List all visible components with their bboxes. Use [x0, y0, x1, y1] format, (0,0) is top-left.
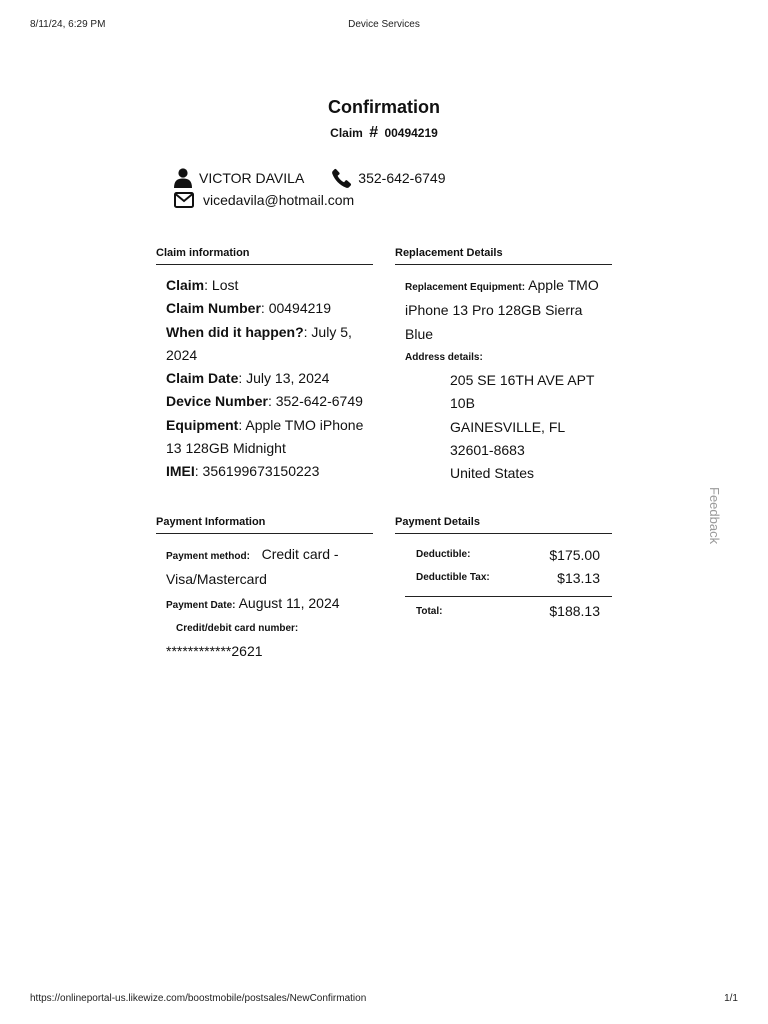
payment-date-value: August 11, 2024 [238, 594, 340, 611]
claim-type-label: Claim [166, 277, 205, 293]
payment-details-title: Payment Details [395, 516, 612, 534]
payment-date-row [166, 592, 373, 617]
deductible-row [395, 543, 612, 566]
deductible-tax-label: Deductible Tax: [416, 572, 490, 583]
equipment-value: : Apple TMO iPhone 13 128GB Midnight [166, 416, 364, 457]
print-page-number: 1/1 [724, 993, 738, 1004]
payment-date-label: Payment Date: [166, 599, 236, 611]
claim-date-row [166, 367, 373, 390]
claim-number-value: : 00494219 [260, 300, 331, 317]
incident-date-row [166, 321, 373, 368]
imei-value: : 356199673150223 [194, 463, 320, 480]
claim-date-label: Claim Date [166, 370, 239, 387]
person-icon [174, 168, 192, 188]
incident-date-label: When did it happen? [166, 323, 304, 340]
total-label: Total: [416, 605, 443, 617]
replacement-details-title: Replacement Details [395, 247, 612, 265]
claim-label: Claim [330, 126, 363, 140]
equipment-label: Equipment [166, 416, 239, 433]
claim-type-row [166, 274, 373, 297]
mail-icon [174, 192, 194, 208]
address-details-label: Address details: [405, 351, 483, 363]
address-block [405, 369, 612, 485]
address-country: United States [450, 465, 535, 482]
imei-label: IMEI [166, 463, 195, 480]
payment-details-table [395, 534, 612, 625]
print-footer [0, 993, 768, 1007]
imei-row [166, 460, 373, 483]
print-header [0, 19, 768, 33]
print-datetime: 8/11/24, 6:29 PM [30, 19, 106, 30]
deductible-label: Deductible: [416, 549, 471, 560]
claim-information-body [156, 265, 373, 484]
total-row [395, 597, 612, 625]
payment-information-body [156, 534, 373, 663]
device-number-label: Device Number [166, 393, 268, 410]
payment-information-section [156, 516, 373, 663]
print-page-title: Device Services [348, 19, 420, 30]
contact-email-row [174, 192, 354, 208]
feedback-tab[interactable] [704, 487, 724, 557]
payment-details-section [395, 516, 612, 625]
address-line-1: 205 SE 16TH AVE APT 10B [450, 372, 595, 412]
contact-name: VICTOR DAVILA [199, 170, 305, 186]
contact-email: vicedavila@hotmail.com [203, 192, 355, 208]
deductible-tax-value: $13.13 [557, 569, 600, 586]
payment-method-label: Payment method: [166, 551, 250, 562]
device-number-row [166, 390, 373, 413]
card-number-label: Credit/debit card number: [176, 622, 299, 634]
deductible-value: $175.00 [549, 546, 600, 563]
payment-method-row [166, 543, 373, 592]
replacement-equipment-row [405, 274, 612, 346]
claim-number-label: Claim Number [166, 300, 261, 317]
replacement-details-section [395, 247, 612, 486]
claim-information-section [156, 247, 373, 484]
device-number-value: : 352-642-6749 [267, 393, 363, 410]
phone-icon [332, 168, 352, 188]
print-url: https://onlineportal-us.likewize.com/boostmobile/postsales/NewConfirmation [30, 993, 367, 1004]
total-value: $188.13 [549, 603, 600, 619]
card-number-value: ************2621 [166, 643, 263, 660]
payment-information-title: Payment Information [156, 516, 373, 534]
address-line-2: GAINESVILLE, FL 32601-8683 [450, 418, 565, 459]
contact-phone: 352-642-6749 [358, 170, 446, 186]
claim-number: 00494219 [384, 126, 438, 140]
deductible-tax-row [395, 566, 612, 589]
contact-name-phone-row [174, 168, 445, 188]
page-title: Confirmation [328, 97, 440, 117]
replacement-equipment-label: Replacement Equipment: [405, 282, 526, 293]
payment-method-value: Credit card - Visa/Mastercard [166, 546, 339, 588]
claim-information-title: Claim information [156, 247, 373, 265]
hash-symbol: # [369, 124, 379, 141]
equipment-row [166, 414, 373, 461]
claim-date-value: : July 13, 2024 [238, 370, 330, 387]
claim-number-row [166, 297, 373, 320]
incident-date-value: : July 5, 2024 [166, 323, 352, 363]
claim-number-line [0, 124, 768, 142]
replacement-details-body [395, 265, 612, 486]
replacement-equipment-value: Apple TMO iPhone 13 Pro 128GB Sierra Blue [405, 277, 599, 342]
feedback-label: Feedback [707, 487, 722, 545]
claim-type-value: : Lost [204, 277, 239, 293]
